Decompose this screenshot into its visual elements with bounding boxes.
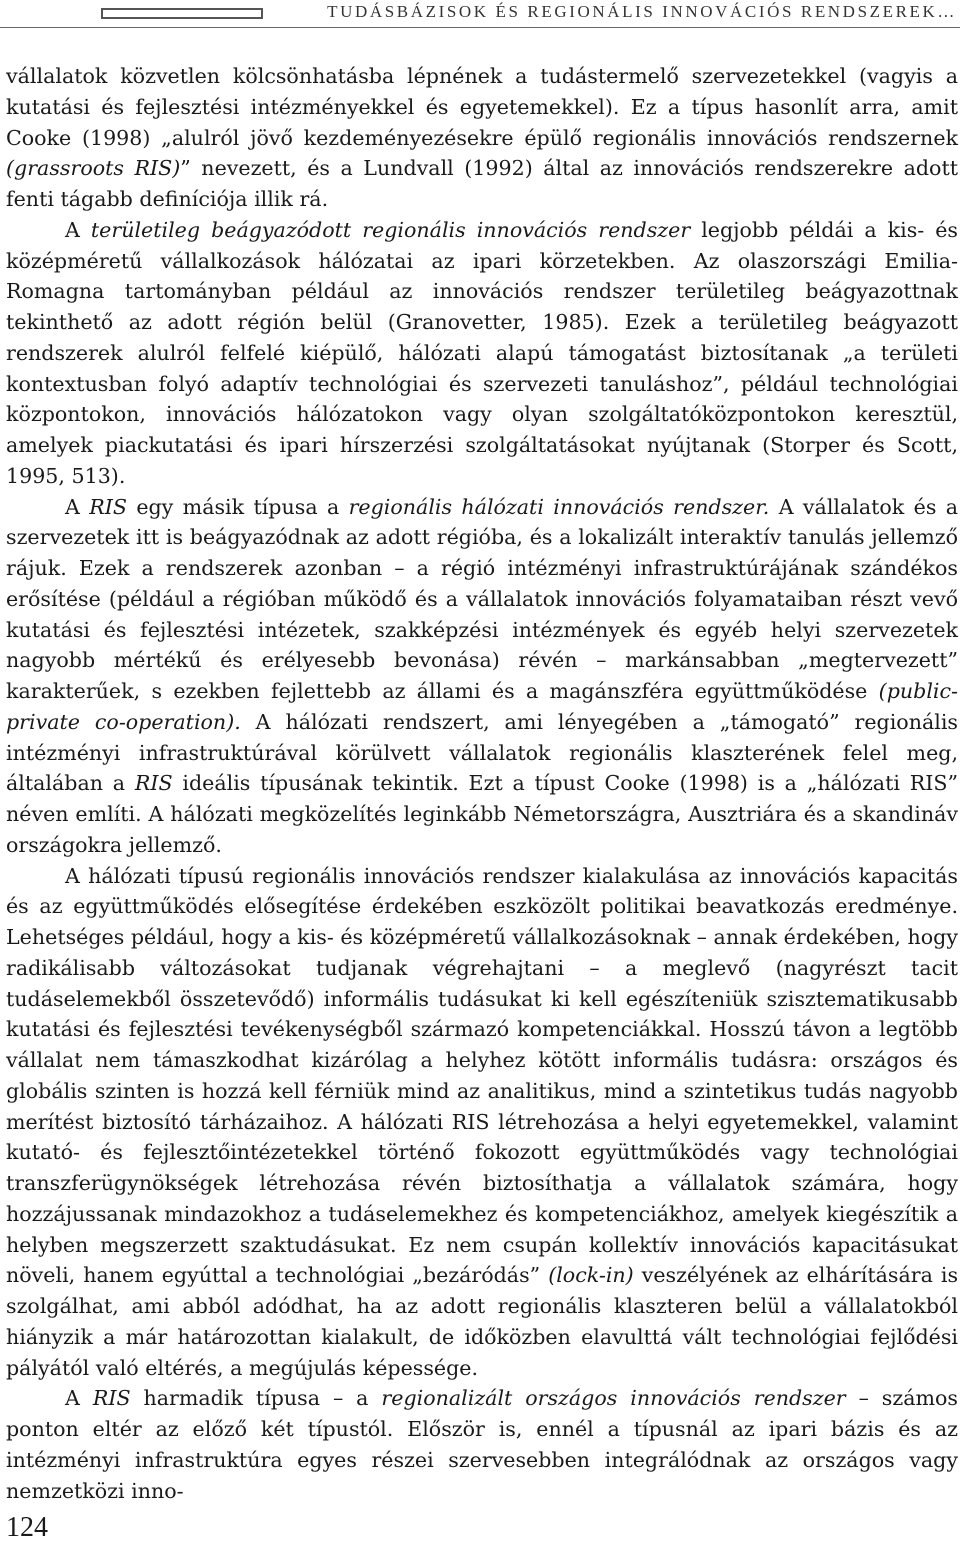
italic-term: regionalizált országos innovációs rendszer xyxy=(381,1386,846,1411)
text-run: egy másik típusa a xyxy=(126,494,349,519)
paragraph-4 xyxy=(6,861,958,1384)
text-run: A hálózati rendszert, ami lényegében a „támogató” regionális intézményi infrastruktúrával körülvett vállalatok regionális klaszterének felel meg, általában a xyxy=(6,709,958,796)
paragraph-5 xyxy=(6,1383,958,1506)
text-run: A xyxy=(65,494,90,519)
text-run: veszélyének az elhárítására is szolgálhat, ami abból adódhat, ha az adott regionális klaszteren belül a vállalatokból hiányzik a már határozottan kialakult, de időközben elavulttá vált technológiai fejlődési pályától való eltérés, a megújulás képessége. xyxy=(6,1263,959,1380)
italic-term: regionális hálózati innovációs rendszer. xyxy=(348,494,770,519)
running-header-title: TUDÁSBÁZISOK ÉS REGIONÁLIS INNOVÁCIÓS RENDSZEREK… xyxy=(327,2,957,21)
header-ornament-box xyxy=(101,8,263,19)
text-run: ” nevezett, és a Lundvall (1992) által az innovációs rendszerekre adott fenti tágabb definíciója illik rá. xyxy=(6,156,958,211)
header-rule xyxy=(0,27,960,28)
page-number: 124 xyxy=(6,1512,48,1543)
text-run: harmadik típusa – a xyxy=(130,1386,382,1411)
italic-term: RIS xyxy=(89,494,127,519)
italic-term: RIS xyxy=(134,771,173,796)
text-run: A xyxy=(65,1386,93,1411)
text-run: legjobb példái a kis- és középméretű vállalkozások hálózatai az ipari körzetekben. Az olaszországi Emilia-Romagna tartományban például az innovációs rendszer területileg beágyazottnak tekinthető az adott régión belül (Granovetter, 1985). Ezek a területileg beágyazott rendszerek alulról felfelé kiépülő, hálózati alapú támogatást biztosítanak „a területi kontextusban folyó adaptív technológiai és szervezeti tanuláshoz”, például technológiai központokon, innovációs hálózatokon vagy olyan szolgáltatóközpontokon keresztül, amelyek piackutatási és ipari hírszerzési szolgáltatásokat nyújtanak (Storper és Scott, 1995, 513). xyxy=(6,217,958,488)
italic-term: RIS xyxy=(92,1386,131,1411)
italic-term: (lock-in) xyxy=(548,1263,634,1288)
paragraph-3 xyxy=(6,492,958,861)
text-run: A hálózati típusú regionális innovációs rendszer kialakulása az innovációs kapacitás és az együttműködés elősegítése érdekében eszközölt politikai beavatkozás eredménye. Lehetséges például, hogy a kis- és középméretű vállalkozásoknak – annak érdekében, hogy radikálisabb változásokat tudjanak végrehajtani – a meglevő (nagyrészt tacit tudáselemekből összetevődő) informális tudásukat ki kell egészíteniük szisztematikusabb kutatási és fejlesztési tevékenységből származó kompetenciákkal. Hosszú távon a legtöbb vállalat nem támaszkodhat kizárólag a helyhez kötött informális tudásra: országos és globális szinten is hozzá kell férniük mind az analitikus, mind a szintetikus tudás nagyobb merítést biztosító tárházaihoz. A hálózati RIS létrehozása a helyi egyetemekkel, valamint kutató- és fejlesztőintézetekkel történő fokozott együttműködés vagy technológiai transzferügynökségek létrehozása révén biztosíthatja a vállalatok számára, hogy hozzájussanak mindazokhoz a tudáselemekhez és kompetenciákhoz, amelyek kiegészítik a helyben megszerzett szaktudásukat. Ez nem csupán kollektív innovációs kapacitásukat növeli, hanem egyúttal a technológiai „bezáródás” xyxy=(6,863,958,1288)
text-run: – számos ponton eltér az előző két típustól. Először is, ennél a típusnál az ipari bázis és az intézményi infrastruktúra egyes részei szervesebben integrálódnak az országos vagy nemzetközi inno- xyxy=(6,1386,958,1503)
text-run: vállalatok közvetlen kölcsönhatásba lépnének a tudástermelő szervezetekkel (vagyis a kutatási és fejlesztési intézményekkel és egyetemekkel). Ez a típus hasonlít arra, amit Cooke (1998) „alulról jövő kezdeményezésekre épülő regionális innovációs rendszernek xyxy=(6,64,958,150)
body-text xyxy=(6,61,958,1506)
paragraph-1 xyxy=(6,61,958,215)
italic-term: (grassroots RIS) xyxy=(6,156,181,181)
paragraph-2 xyxy=(6,215,958,492)
text-run: A xyxy=(65,217,91,242)
italic-term: területileg beágyazódott regionális innovációs rendszer xyxy=(90,217,691,242)
running-header xyxy=(0,0,960,40)
italic-term: (public-private co-operation). xyxy=(6,679,958,734)
text-run: A vállalatok és a szervezetek itt is beágyazódnak az adott régióba, és a lokalizált interaktív tanulás jellemző rájuk. Ezek a rendszerek azonban – a régió intézményi infrastruktúrájának szándékos erősítése (például a régióban működő és a vállalatok innovációs folyamataiban részt vevő kutatási és fejlesztési intézetek, szakképzési intézmények és egyéb helyi szervezetek nagyobb mértékű és erélyesebb bevonása) révén – markánsabban „megtervezett” karakterűek, s ezekben fejlettebb az állami és a magánszféra együttműködése xyxy=(6,494,959,703)
text-run: ideális típusának tekintik. Ezt a típust Cooke (1998) is a „hálózati RIS” néven említi. A hálózati megközelítés leginkább Németországra, Ausztriára és a skandináv országokra jellemző. xyxy=(6,771,958,857)
